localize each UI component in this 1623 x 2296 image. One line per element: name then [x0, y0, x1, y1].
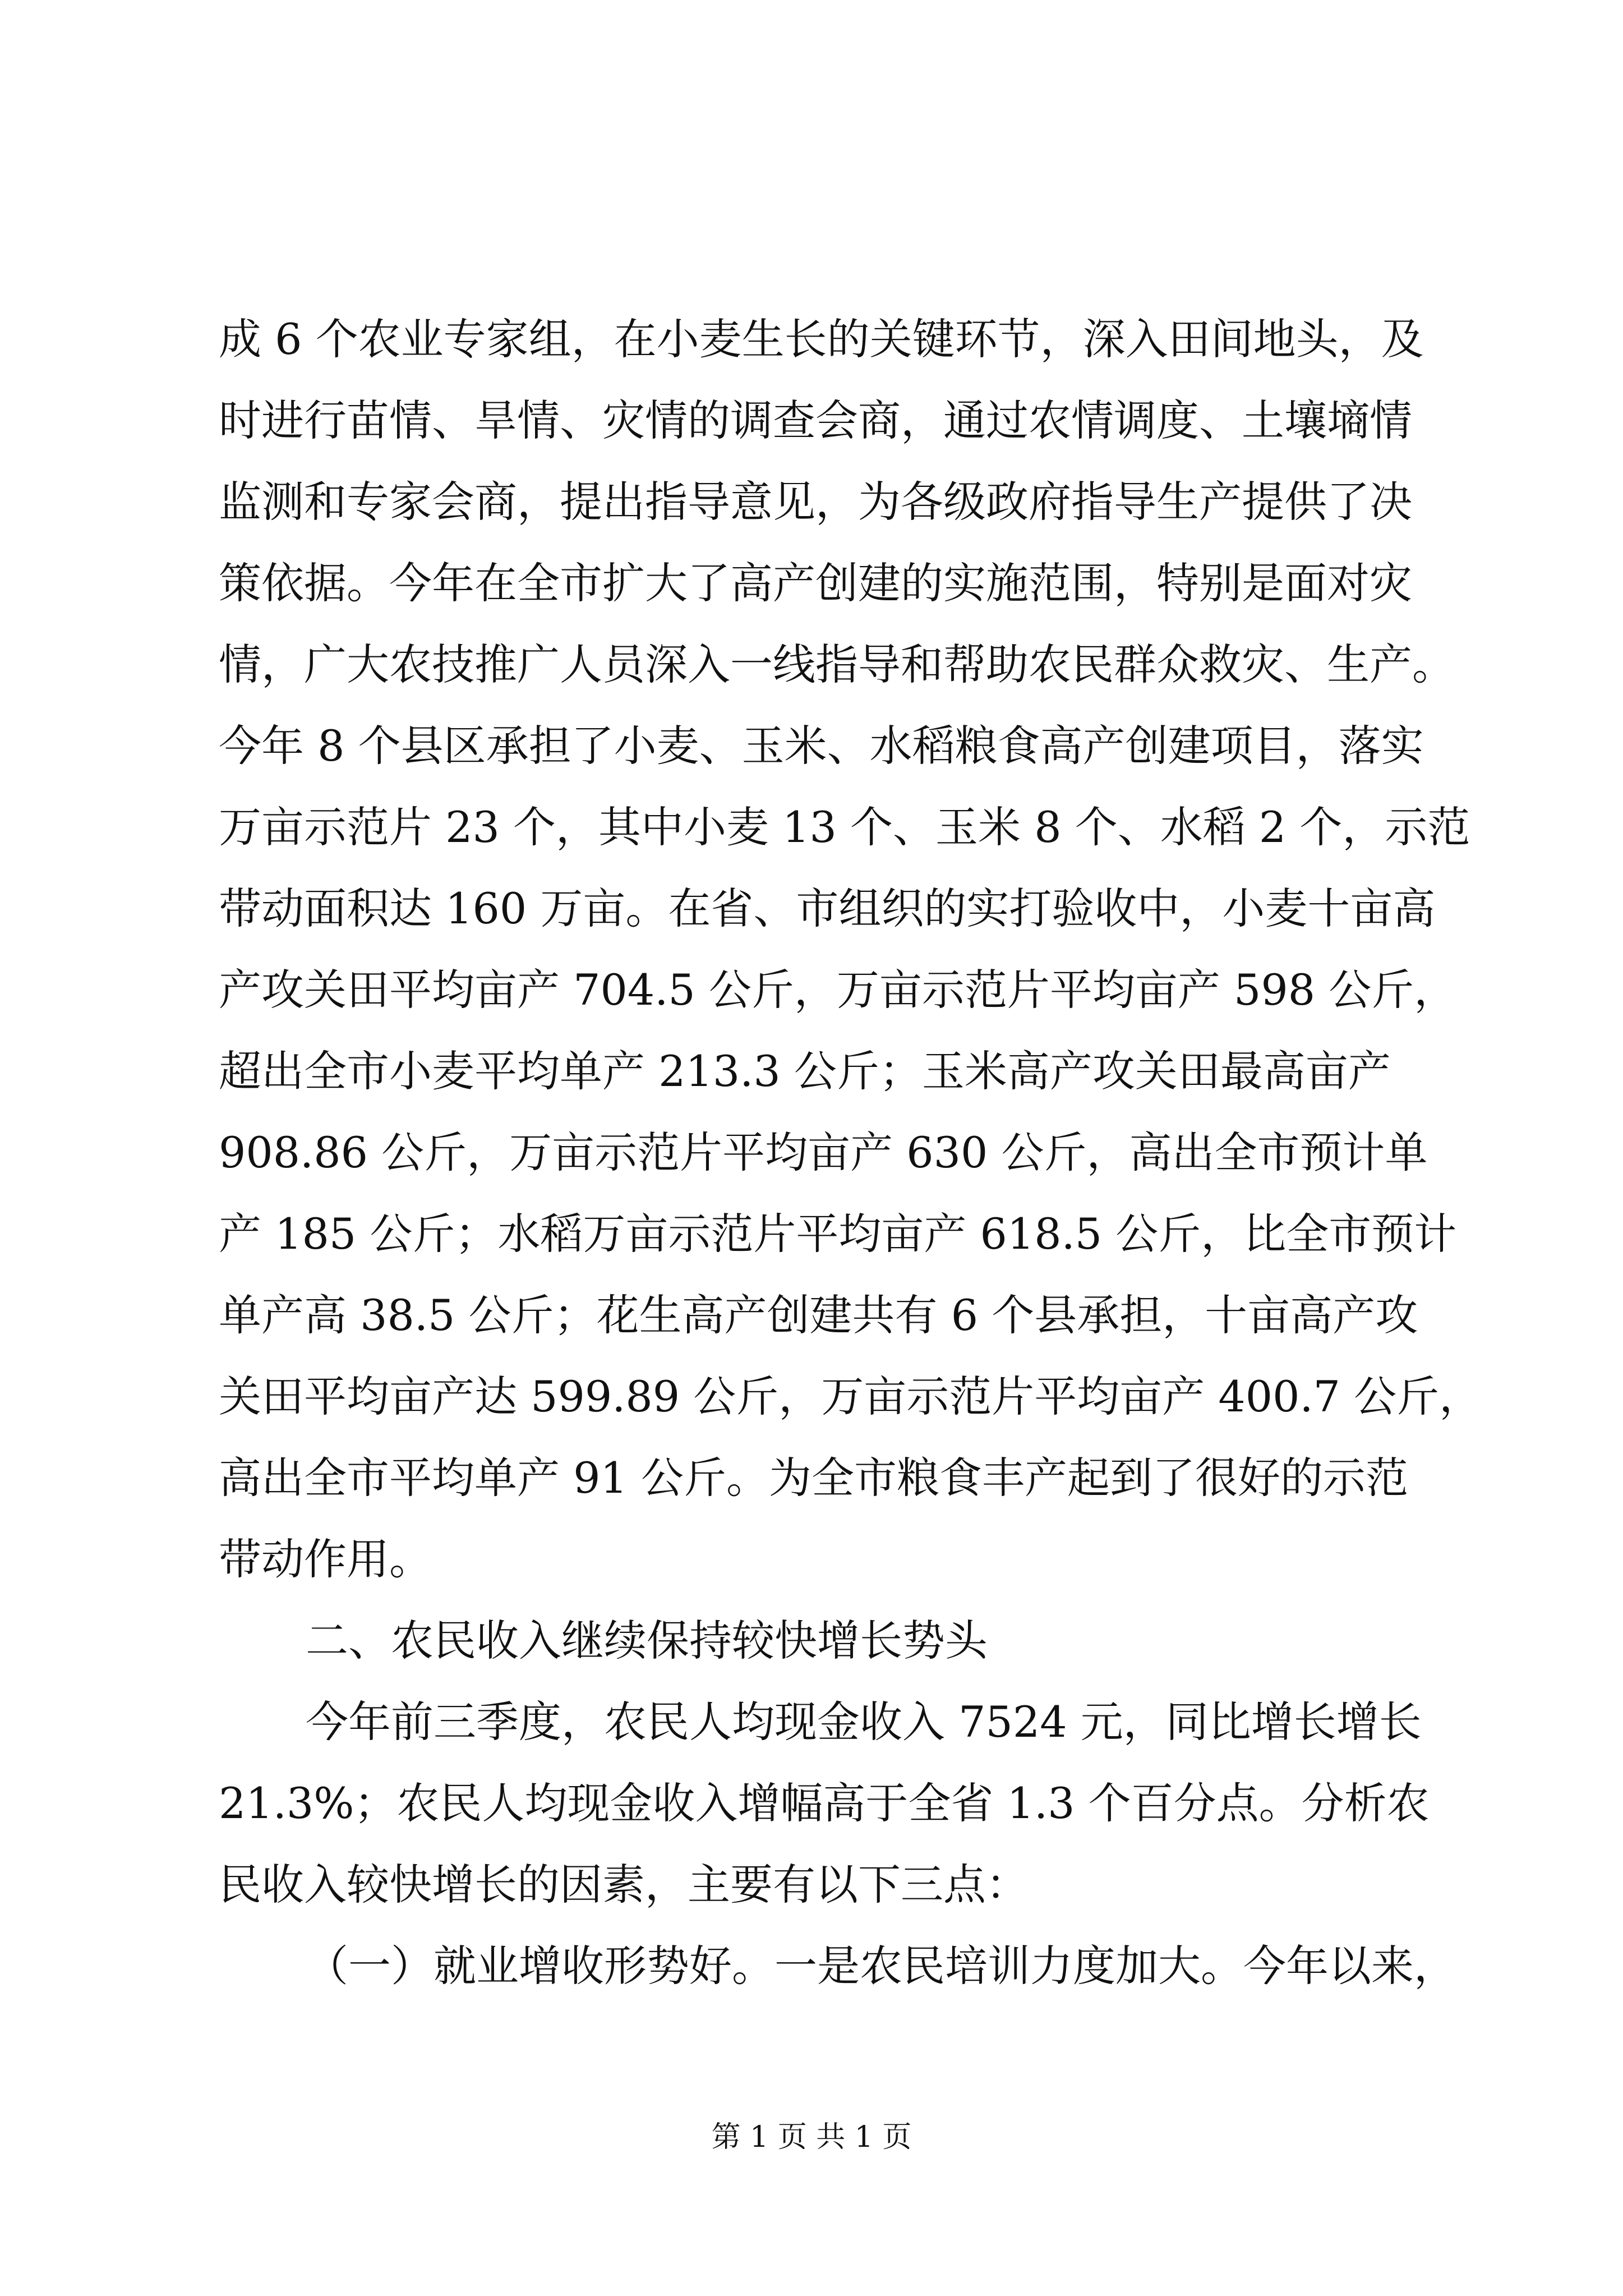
body-line-6: 今年 8 个县区承担了小麦、玉米、水稻粮食高产创建项目，落实	[219, 721, 1424, 771]
body-line-11: 908.86 公斤，万亩示范片平均亩产 630 公斤，高出全市预计单	[219, 1128, 1428, 1177]
body-line-5: 情，广大农技推广人员深入一线指导和帮助农民群众救灾、生产。	[219, 639, 1455, 689]
body-line-1: 成 6 个农业专家组，在小麦生长的关键环节，深入田间地头，及	[219, 314, 1424, 364]
body-line-14: 关田平均亩产达 599.89 公斤，万亩示范片平均亩产 400.7 公斤，	[219, 1372, 1482, 1421]
body-line-15: 高出全市平均单产 91 公斤。为全市粮食丰产起到了很好的示范	[219, 1453, 1409, 1503]
body-line-12: 产 185 公斤；水稻万亩示范片平均亩产 618.5 公斤，比全市预计	[219, 1209, 1457, 1259]
body-line-8: 带动面积达 160 万亩。在省、市组织的实打验收中，小麦十亩高	[219, 884, 1436, 933]
body-line-16: 带动作用。	[219, 1534, 432, 1584]
body-line-13: 单产高 38.5 公斤；花生高产创建共有 6 个县承担，十亩高产攻	[219, 1290, 1418, 1340]
body-line-2: 时进行苗情、旱情、灾情的调查会商，通过农情调度、土壤墒情	[219, 395, 1412, 445]
body-line-9: 产攻关田平均亩产 704.5 公斤，万亩示范片平均亩产 598 公斤，	[219, 965, 1457, 1015]
page-number-footer: 第 1 页 共 1 页	[711, 2120, 912, 2154]
body-line-10: 超出全市小麦平均单产 213.3 公斤；玉米高产攻关田最高亩产	[219, 1046, 1391, 1096]
section-heading: 二、农民收入继续保持较快增长势头	[306, 1616, 988, 1665]
body-line-20: 民收入较快增长的因素，主要有以下三点：	[219, 1860, 1029, 1910]
body-line-3: 监测和专家会商，提出指导意见，为各级政府指导生产提供了决	[219, 477, 1412, 527]
body-line-7: 万亩示范片 23 个，其中小麦 13 个、玉米 8 个、水稻 2 个，示范	[219, 802, 1470, 852]
body-line-19: 21.3%；农民人均现金收入增幅高于全省 1.3 个百分点。分析农	[219, 1778, 1430, 1828]
body-line-21: （一）就业增收形势好。一是农民培训力度加大。今年以来，	[306, 1941, 1456, 1991]
body-line-4: 策依据。今年在全市扩大了高产创建的实施范围，特别是面对灾	[219, 558, 1412, 608]
body-line-18: 今年前三季度，农民人均现金收入 7524 元，同比增长增长	[306, 1697, 1422, 1747]
